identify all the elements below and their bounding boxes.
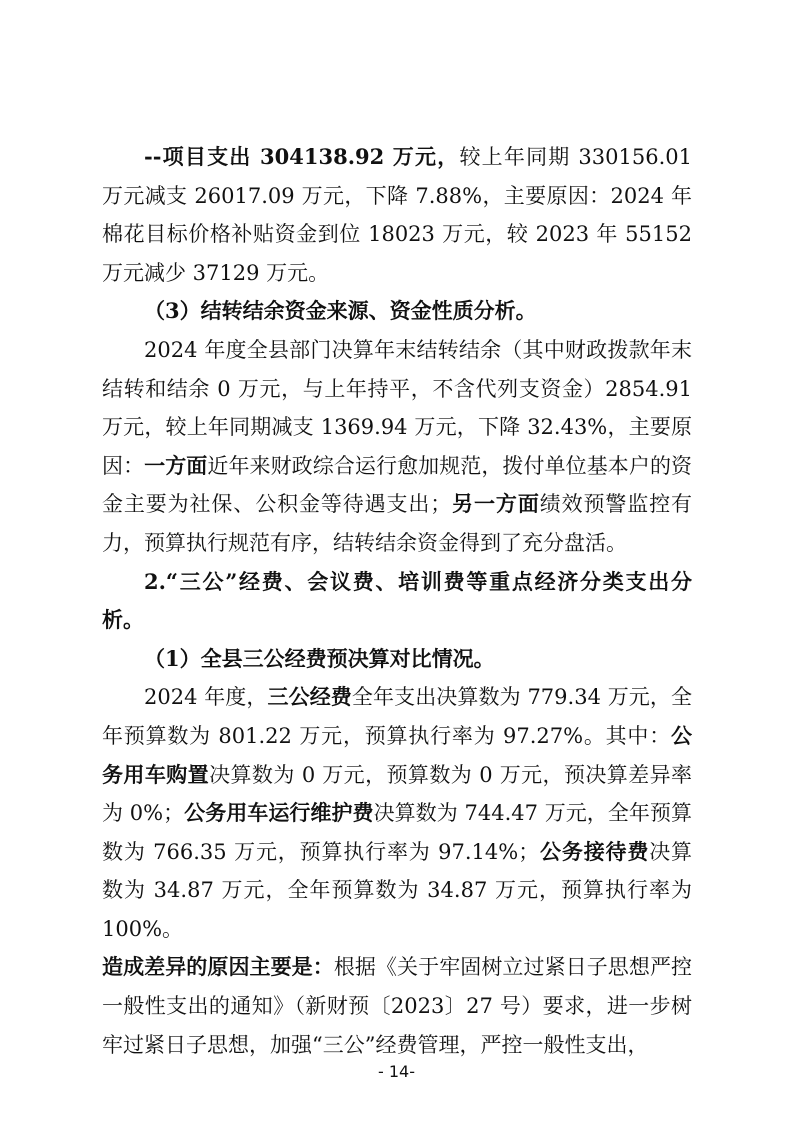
paragraph-text: 决算数为 0 万元，预算数为 0 万元，预决算差异率为 0%； [102, 762, 693, 826]
paragraph-project-expenditure [102, 138, 692, 292]
paragraph-text: 全年支出决算数为 779.34 万元，全年预算数为 801.22 万元，预算执行率为 97.27%。其中： [102, 685, 692, 748]
paragraph-carryover-analysis [102, 331, 692, 563]
document-body [102, 138, 692, 1064]
bold-phrase: 三公经费 [267, 684, 352, 710]
paragraph-text: 较上年同期 330156.01 万元减支 26017.09 万元，下降 7.88%，主要原因：2024 年棉花目标价格补贴资金到位 18023 万元，较 2023 年 55152 万元减少 37129 万元。 [102, 145, 692, 285]
section-heading-carryover: （3）结转结余资金来源、资金性质分析。 [144, 298, 537, 324]
section-heading-three-public: 2.“三公”经费、会议费、培训费等重点经济分类支出分析。 [102, 568, 692, 633]
paragraph-text: 2024 年度全县部门决算年末结转结余（其中财政拨款年末结转和结余 0 万元，与上年持平，不含代列支资金）2854.91 万元，较上年同期减支 1369.94 万元，下降 32.43%，主要原因： [102, 337, 692, 478]
bold-phrase: 一方面 [144, 452, 208, 478]
paragraph-text: 根据《关于牢固树立过紧日子思想严控一般性支出的通知》（新财预〔2023〕27 号）要求，进一步树牢过紧日子思想，加强“三公”经费管理，严控一般性支出， [102, 955, 693, 1057]
bold-phrase: --项目支出 304138.92 万元， [144, 144, 460, 169]
bold-phrase: 公务用车运行维护费 [184, 800, 374, 826]
bold-phrase: 另一方面 [451, 491, 540, 517]
paragraph-three-public-expenses [102, 678, 692, 948]
page-number: - 14- [378, 1062, 415, 1081]
paragraph-text: 绩效预警监控有力，预算执行规范有序，结转结余资金得到了充分盘活。 [102, 492, 693, 555]
paragraph-text: 近年来财政综合运行愈加规范，拨付单位基本户的资金主要为社保、公积金等待遇支出； [102, 453, 693, 517]
paragraph-text: 决算数为 34.87 万元，全年预算数为 34.87 万元，预算执行率为 100%。 [102, 839, 693, 941]
bold-phrase: 公务接待费 [539, 838, 650, 864]
paragraph-text: 2024 年度， [144, 685, 268, 710]
bold-phrase: 造成差异的原因主要是： [102, 954, 334, 980]
bold-phrase: 公务用车购置 [102, 722, 692, 787]
paragraph-difference-reason [102, 948, 692, 1064]
section-heading-budget-comparison: （1）全县三公经费预决算对比情况。 [144, 645, 495, 671]
paragraph-text: 决算数为 744.47 万元，全年预算数为 766.35 万元，预算执行率为 97.14%； [102, 801, 692, 864]
